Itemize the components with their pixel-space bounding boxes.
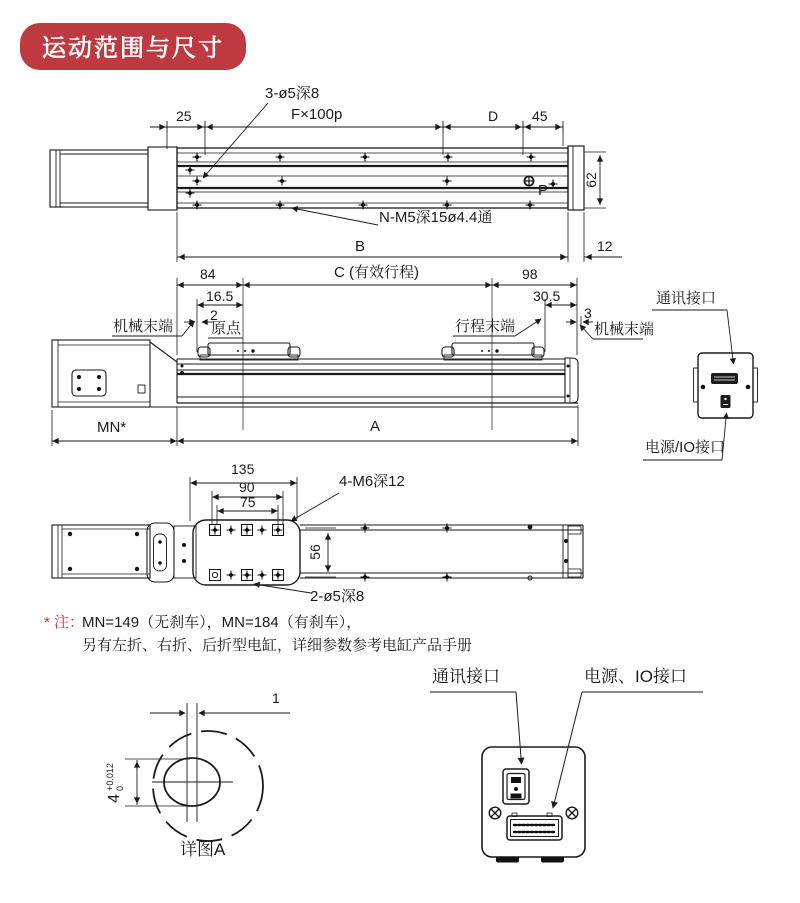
dim-3: 3	[584, 305, 592, 321]
dim-56: 56	[307, 544, 324, 560]
bottom-hole-note: 2-ø5深8	[310, 588, 365, 605]
dim-d: D	[488, 108, 499, 124]
side-view-drawing	[52, 278, 758, 460]
dim-84: 84	[200, 266, 216, 282]
bottom-thread-note: 4-M6深12	[339, 473, 405, 490]
footnote-line2: 另有左折、右折、后折型电缸，详细参数参考电缸产品手册	[82, 637, 473, 654]
label-comm-port-side: 通讯接口	[656, 290, 717, 307]
section-title-badge: 运动范围与尺寸	[20, 23, 246, 70]
dim-2: 2	[210, 307, 218, 323]
rear-panel-drawing	[430, 692, 703, 863]
dim-30-5: 30.5	[533, 288, 561, 304]
label-origin: 原点	[211, 320, 242, 337]
dim-a: A	[370, 418, 381, 435]
footnote-line1: MN=149（无刹车），MN=184（有刹车），	[82, 614, 362, 631]
top-hole-note: 3-ø5深8	[265, 85, 320, 102]
dim-90: 90	[239, 479, 255, 495]
detail-a-caption: 详图A	[180, 840, 226, 859]
label-stroke-end: 行程末端	[455, 318, 516, 335]
top-thread-note: N-M5深15ø4.4通	[379, 209, 493, 226]
detail-a-drawing	[125, 703, 290, 841]
dim-stroke: C (有效行程)	[334, 264, 419, 281]
dim-b: B	[355, 238, 366, 255]
dim-12: 12	[597, 238, 613, 254]
bottom-view-drawing	[52, 477, 583, 593]
label-power-io-rear: 电源、IO接口	[584, 667, 687, 686]
label-comm-port-rear: 通讯接口	[432, 667, 500, 686]
dim-25: 25	[176, 108, 192, 124]
p-mark: P	[538, 182, 549, 199]
dim-75: 75	[240, 494, 256, 510]
dim-98: 98	[522, 266, 538, 282]
dim-62: 62	[583, 172, 600, 188]
dim-16-5: 16.5	[206, 288, 234, 304]
dim-45: 45	[532, 108, 548, 124]
dim-4-tolerances	[105, 763, 126, 791]
dim-4-tolerance	[103, 733, 127, 833]
dim-135: 135	[231, 461, 255, 477]
top-view-drawing	[50, 103, 622, 262]
label-mech-end-right: 机械末端	[594, 321, 655, 338]
footnote-prefix: * 注：	[44, 614, 85, 631]
dim-1: 1	[272, 690, 280, 706]
tolerance-upper: +0.012	[104, 763, 115, 791]
tolerance-lower: 0	[115, 785, 125, 791]
dim-4-value: 4	[106, 793, 124, 803]
label-mech-end-left: 机械末端	[113, 318, 174, 335]
label-power-io-side: 电源/IO接口	[645, 439, 726, 456]
dim-pitch: F×100p	[291, 106, 343, 123]
dim-mn: MN*	[97, 419, 127, 436]
